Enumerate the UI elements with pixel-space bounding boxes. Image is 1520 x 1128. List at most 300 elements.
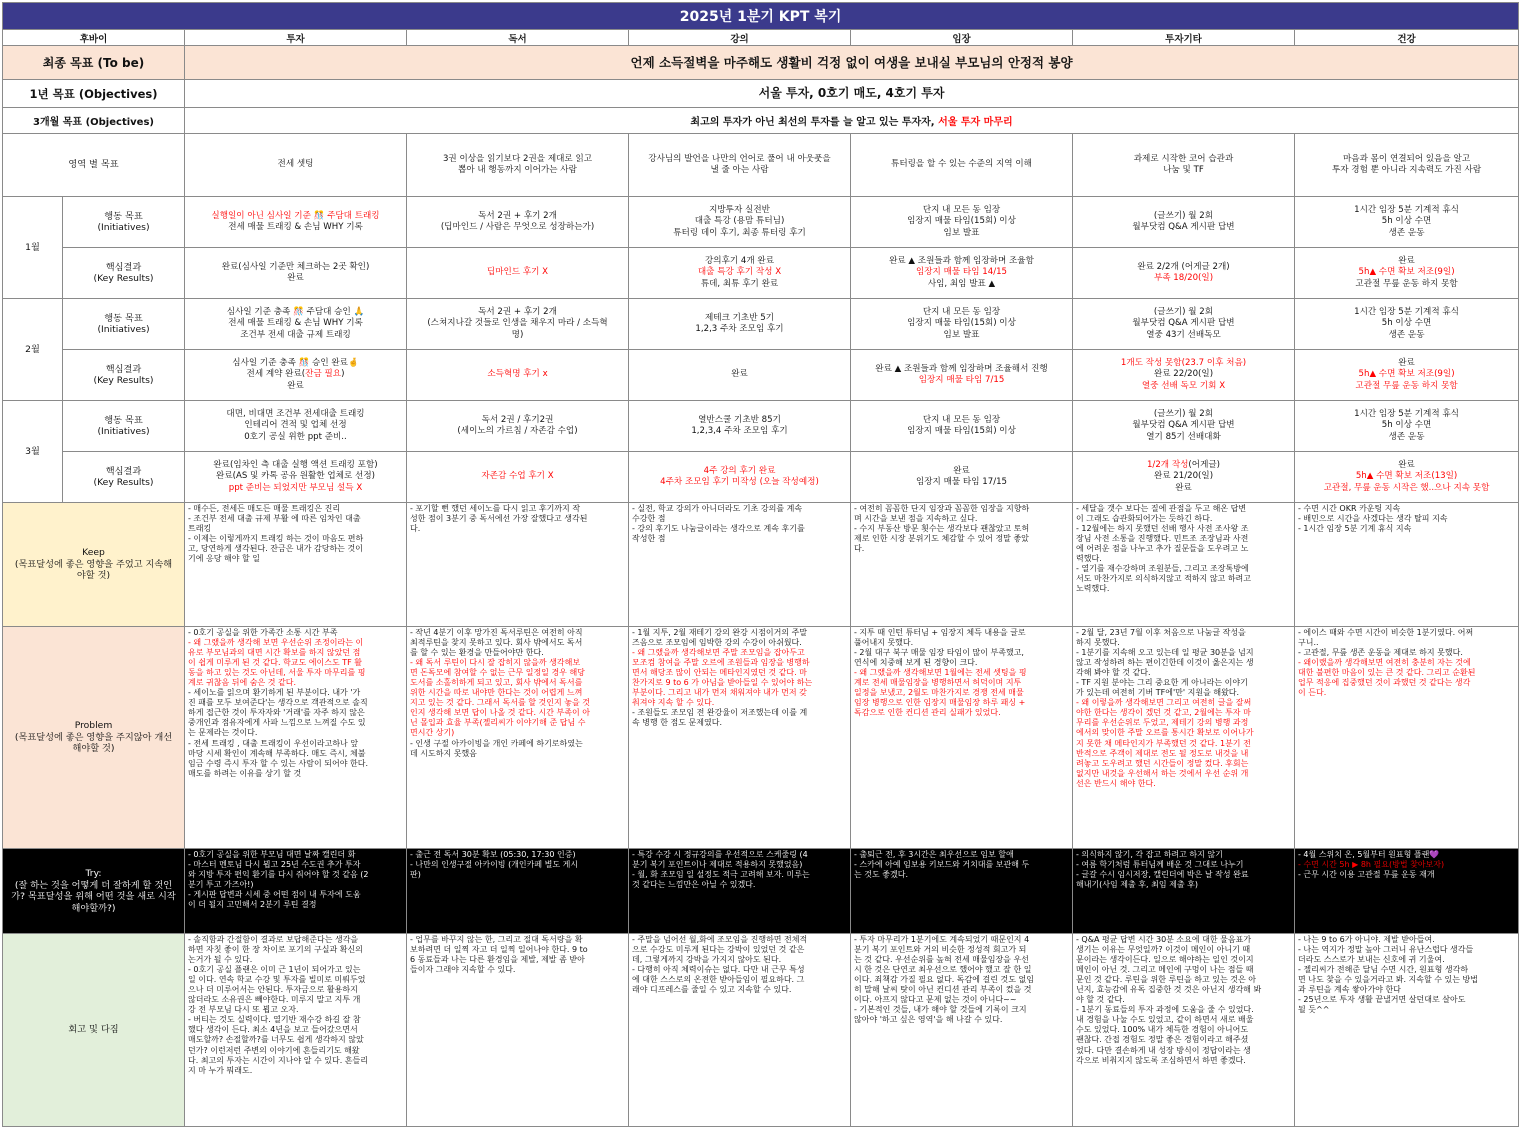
initiatives-row: [3, 299, 1519, 350]
cell-line: - 고관절, 무릎 생존 운동을 제대로 하지 못했다.: [1298, 648, 1463, 658]
key-results-label: [63, 350, 185, 401]
cell-line: 대면, 비대면 조건부 전세대출 트래킹: [226, 409, 365, 420]
cell-line: 1시간 임장 5분 기계적 휴식: [1354, 205, 1459, 216]
sheet-title: 2025년 1분기 KPT 복기: [3, 3, 1519, 30]
cell-line: 않아야 '하고 싶은 영역'을 해 나갈 수 있다.: [854, 1015, 1003, 1025]
initiatives-label: [63, 299, 185, 350]
initiatives-cell: [1073, 197, 1295, 248]
cell-line: - 나만의 인생구절 아카이빙 (개인카페 별도 게시: [410, 860, 579, 870]
cell-line: 심사일 기준 충족 🎊 주담대 승인 🙏: [226, 307, 365, 318]
cell-line: 더라도 스스로가 보내는 신호에 귀 기울여.: [1298, 955, 1445, 965]
quarter-goal-highlight: 서울 투자 마무리: [938, 117, 1013, 128]
cell-line: 괜찮다. 간접 경험도 정말 좋은 경험이라고 해주셨: [1076, 1035, 1249, 1045]
cell-line: 찬가지로 9 to 6 가 아님을 받아들일 수 있어야 하는: [632, 678, 813, 688]
problem-cell: [1073, 627, 1295, 849]
cell-line: 모조컴 참여을 주말 오르에 조원들과 임장을 병행하: [632, 658, 810, 668]
cell-line: 이 쉽게 미루게 된 것 같다. 학교도 에이스도 TF 활: [188, 658, 363, 668]
cell-line: 소득혁명 후기 x: [487, 369, 548, 380]
cell-line: 될 듯^^: [1298, 1005, 1330, 1015]
cell-line: - 1시간 임장 5분 기계 휴식 지속: [1298, 524, 1412, 534]
keep-cell: [185, 503, 407, 627]
cell-line: 일 이다. 연속 학교 수강 및 투자를 빌미로 미뤄두었: [188, 975, 366, 985]
cell-line: 단지 내 모든 동 임장: [922, 414, 1001, 425]
cell-line: 고관절, 무릎 운동 시작은 했..으나 지속 못함: [1323, 482, 1490, 493]
cell-line: (세이노의 가르침 / 자존감 수업): [457, 426, 578, 436]
cell-line: 최적루틴을 찾지 못하고 있다. 회사 밖에서도 독서: [410, 638, 583, 648]
key-results-cell: [1073, 350, 1295, 401]
cell-line: - 인생 구절 아카이빙을 개인 카페에 하기로하였는: [410, 738, 583, 748]
cell-line: 문인 것 같다. 루틴을 위한 루틴을 하고 있는 것은 아: [1076, 975, 1256, 985]
cell-line: 하지 못했다.: [1076, 638, 1120, 648]
cell-line: 튜데, 최튜 후기 완료: [700, 278, 779, 289]
initiatives-cell: [1295, 299, 1519, 350]
cell-line: 지방투자 실전반: [709, 205, 770, 216]
key-results-cell: [1295, 452, 1519, 503]
key-results-cell: [851, 248, 1073, 299]
cell-line: 하면 자칫 좋이 한 장 차이로 포기의 구실과 확신의: [188, 945, 363, 955]
cell-line: 중개인과 점유자에게 사파 느낌으로 느껴질 수도 있: [188, 718, 366, 728]
cell-line: 없지만 내것을 우선해서 하는 것에서 우선 순위 개: [1076, 768, 1249, 778]
quarter-goal-label: 3개월 목표 (Objectives): [3, 108, 185, 134]
final-goal-text: 언제 소득절벽을 마주해도 생활비 걱정 없이 여생을 보내실 부모님의 안정적 봉양: [185, 46, 1519, 80]
cell-line: - 수면 시간 OKR 카운팅 지속: [1298, 504, 1401, 513]
cell-line: - 열기를 재수강하며 조원분들, 그리고 조장톡방에: [1076, 564, 1249, 574]
cell-line: Try:: [85, 868, 102, 879]
column-header: 투자: [185, 30, 407, 46]
initiatives-row: [3, 197, 1519, 248]
area-goal-cell: [629, 134, 851, 197]
cell-line: 단지 내 모든 동 임장: [922, 205, 1001, 216]
problem-cell: [1295, 627, 1519, 849]
cell-line: - 나는 9 to 6가 아니야. 제발 받아들여.: [1298, 935, 1435, 944]
try-cell: [629, 849, 851, 934]
cell-line: 5h▲ 수면 확보 저조(9일): [1358, 267, 1455, 278]
cell-line: 5h 이상 수면: [1381, 216, 1432, 227]
cell-line: 무리를 우선순위로 두었고, 제테기 강의 병행 과정: [1076, 718, 1249, 728]
area-goal-cell: [1073, 134, 1295, 197]
area-goal-cell: [185, 134, 407, 197]
cell-line: 보하려면 더 일찍 자고 더 일찍 일어나야 한다. 9 to: [410, 945, 588, 955]
initiatives-label: [63, 401, 185, 452]
year-goal-row: [3, 80, 1519, 108]
cell-line: 완료(AS 및 카톡 공유 원활한 업체로 선정): [216, 471, 375, 482]
cell-line: 도서를 소홀히하게 되고 있고, 회사 밖에서 독서를: [410, 678, 583, 688]
initiatives-cell: [1073, 401, 1295, 452]
final-goal-row: [3, 46, 1519, 80]
cell-line: 5h 이상 수면: [1381, 420, 1432, 431]
cell-line: 0호기 공실 위한 ppt 준비..: [244, 431, 347, 442]
cell-line: 독감으로 인한 컨디션 관리 실패가 있었다.: [854, 708, 1001, 718]
cell-line: 완료: [1175, 482, 1192, 493]
cell-line: 임장지 매물 타임 14/15: [915, 267, 1008, 278]
cell-line: - 1분기 동료들의 투자 과정에 도움을 줄 수 있었다.: [1076, 1005, 1254, 1015]
cell-line: 를 할 수 있는 환경을 만들어야만 한다.: [410, 648, 544, 658]
cell-line: 핵심결과: [105, 261, 142, 273]
cell-line: 위한 시간을 따로 내야만 한다는 것이 어렵게 느껴: [410, 688, 583, 698]
key-results-cell: [629, 248, 851, 299]
cell-line: (Key Results): [93, 273, 154, 284]
key-results-row: [3, 350, 1519, 401]
cell-line: 는 것도 좋겠다.: [854, 870, 908, 880]
key-results-cell: [407, 452, 629, 503]
cell-line: 완료: [1398, 256, 1415, 267]
cell-line: 대출 특강 (용맘 튜터님): [694, 216, 785, 227]
cell-line: 튜터링을 할 수 있는 수준의 지역 이해: [891, 159, 1032, 170]
cell-line: 5h▲ 수면 확보 저조(13일): [1355, 471, 1458, 482]
cell-line: 각해 봐야 할 것 같다.: [1076, 668, 1151, 678]
cell-line: 던가? 이런저런 주변의 이야기에 흔들리기도 해왔: [188, 1045, 360, 1055]
cell-line: 매도를 하려는 이유를 상기 할 것: [188, 768, 302, 778]
cell-line: - 전세 트래킹 , 대출 트래킹이 우선이라고하나 앞: [188, 738, 359, 748]
month-label: 1월: [3, 197, 63, 299]
month-label: 3월: [3, 401, 63, 503]
problem-label: [3, 627, 185, 849]
cell-line: 임보 발표: [943, 227, 980, 238]
cell-line: 과제로 시작한 코어 습관과: [1133, 153, 1234, 164]
cell-line: 와 지방 투자 편익 환기를 다시 줘어야 할 것 같음 (2: [188, 870, 369, 880]
cell-line: - 업무를 바꾸지 않는 한, 그리고 절대 독서량을 확: [410, 935, 583, 944]
key-results-cell: [407, 350, 629, 401]
cell-line: 매도할까? 손절할까?를 너무도 쉽게 생각하지 않았: [188, 1035, 364, 1045]
cell-line: 대출 특강 후기 작성 X: [697, 267, 782, 278]
cell-line: - 1분기를 지속해 오고 있는데 일 평균 30분을 넘지: [1076, 648, 1254, 658]
cell-line-tail: (어게글): [1188, 460, 1221, 471]
cell-line: 투자 경험 뿐 아니라 지속력도 가진 사람: [1331, 165, 1482, 175]
cell-line: 이다. 아프지 않다고 문제 없는 것이 아니다~~: [854, 995, 1017, 1005]
key-results-cell: [407, 248, 629, 299]
cell-line: - 기본적인 것들, 내가 해야 할 것들에 기록이 크지: [854, 1005, 1027, 1015]
key-results-cell: [185, 248, 407, 299]
cell-line: 임장지 매물 타임(15회) 이상: [907, 426, 1016, 436]
cell-line: - TF 지원 분야는 그리 중요한 게 아니라는 이야기: [1076, 678, 1248, 688]
cell-line: 면 나도 찾을 수 있을거라고 봐. 지속할 수 있는 방법: [1298, 975, 1478, 985]
cell-line: 려놓고 도우려고 했던 시간들이 정말 컸다. 후회는: [1076, 758, 1249, 768]
cell-line: 고관절 무릎 운동 하지 못함: [1355, 278, 1458, 289]
cell-line: - 수면 시간 5h ▶ 8h 필요(방법 찾아보자): [1298, 860, 1445, 870]
cell-line: 며 시간을 보낸 점을 지속하고 싶다.: [854, 514, 978, 524]
initiatives-row: [3, 401, 1519, 452]
key-results-label: [63, 248, 185, 299]
cell-line: 인테리어 견적 및 업체 선정: [244, 420, 347, 431]
cell-line: 완료 ▲ 조원들과 함께 임장하며 조율함: [889, 256, 1034, 267]
cell-line: 완료: [731, 369, 748, 380]
cell-line: 하게 접근한 것이 투자자와 '거래'를 자주 하지 않은: [188, 708, 365, 718]
cell-line: - 스카에 아예 임보용 키보드와 거치대를 보관해 두: [854, 860, 1030, 870]
cell-line: 명): [511, 329, 524, 340]
cell-line: 마당 시세 확인이 계속해 부족하다. 매도 즉시, 체불: [188, 748, 366, 758]
cell-line: 해내기(사임 제출 후, 최임 제출 후): [1076, 880, 1198, 890]
cell-line: - 2월 달, 23년 7월 이후 처음으로 나눔글 작성을: [1076, 628, 1246, 637]
cell-highlight: 잔금 필요: [305, 369, 342, 380]
cell-line: 전세 계약 완료(잔금 필요): [246, 369, 345, 380]
cell-line: 월부닷컴 Q&A 게시판 답변: [1132, 222, 1235, 232]
cell-line: 생기는 이유는 무엇일까? 이것이 메인이 아니기 때: [1076, 945, 1251, 955]
cell-line: 트래킹: [188, 524, 212, 534]
initiatives-cell: [851, 401, 1073, 452]
cell-line: 5h▲ 수면 확보 저조(9일): [1358, 369, 1455, 380]
initiatives-cell: [185, 401, 407, 452]
cell-line: - 출근 전 독서 30분 확보 (05:30, 17:30 인증): [410, 850, 576, 859]
initiatives-cell: [629, 197, 851, 248]
keep-cell: [407, 503, 629, 627]
cell-line: 열기 85기 선배대화: [1146, 431, 1221, 442]
area-goal-cell: [1295, 134, 1519, 197]
cell-line: 노력했다.: [1076, 584, 1110, 594]
cell-line: Keep: [82, 547, 105, 559]
cell-line: (딥마인드 / 사람은 무엇으로 성장하는가): [440, 222, 595, 232]
cell-line: - 지투 때 인턴 튜터님 + 임장지 체득 내용을 글로: [854, 628, 1026, 637]
cell-line: 으로 수강도 미루게 된다는 강박이 있었던 것 같은: [632, 945, 805, 955]
cell-line: 3권 이상을 읽기보다 2권을 제대로 읽고: [442, 153, 593, 164]
cell-line: 계로 전세 매물임장을 병행하면서 허덕이며 지투: [854, 678, 1022, 688]
cell-line: 야한 한다는 생각이 겠던 것 같고, 2월에는 투자 마: [1076, 708, 1251, 718]
cell-line: 시 한 것은 단연코 최우선으로 했어야 했고 잘 한 일: [854, 965, 1032, 975]
cell-line: 생존 운동: [1388, 431, 1425, 442]
cell-line: 전세 매물 트래킹 & 손님 WHY 기록: [228, 318, 363, 329]
cell-line: 임장지 매물 타임 7/15: [918, 375, 1005, 385]
cell-line: 면서 해당조 많이 안되는 메타인지였던 것 같다. 마: [632, 668, 807, 678]
cell-line: - 0호기 공실 플랜은 이미 근 1년이 되어가고 있는: [188, 965, 361, 975]
cell-line: - 2월 대구 북구 매물 임장 타임이 많이 부족했고,: [854, 648, 1024, 658]
cell-line: 낼 줄 아는 사람: [710, 165, 769, 175]
try-cell: [1073, 849, 1295, 934]
area-goal-row: [3, 134, 1519, 197]
cell-line: (Initiatives): [97, 324, 150, 335]
cell-line: 업무 적응에 집중했던 것이 과했던 것 같다는 생각: [1298, 678, 1471, 688]
cell-line: - 1월 지투, 2월 재테기 강의 완강 시점이거의 주말: [632, 628, 808, 637]
initiatives-cell: [407, 197, 629, 248]
cell-line: Problem: [74, 720, 113, 732]
cell-line: 지고 있는 것 같다. 그래서 독서를 할 것인지 놓을 것: [410, 698, 590, 708]
quarter-goal-main: 최고의 투자가 아닌 최선의 투자를 늘 알고 있는 투자자,: [690, 117, 939, 128]
cell-line: 데 시도하지 못했음: [410, 748, 477, 758]
cell-line: - 이제는 이렇게까지 트래킹 하는 것이 마음도 편하: [188, 534, 364, 544]
cell-line: - 배민으로 시간을 사겠다는 생각 탈피 지속: [1298, 514, 1448, 524]
problem-cell: [407, 627, 629, 849]
cell-line: 임장지 매물 타임(15회) 이상: [907, 318, 1016, 329]
problem-row: [3, 627, 1519, 849]
cell-line: 진 패를 모두 보여준다'는 생각으로 객관적으로 솔직: [188, 698, 368, 708]
cell-line: 뽑아 내 행동까지 이어가는 사람: [458, 165, 577, 175]
retro-cell: [629, 934, 851, 1127]
cell-line: 다.: [854, 544, 865, 554]
cell-line: (Initiatives): [97, 222, 150, 233]
cell-line: - 세이노를 읽으며 환기하게 된 부분이다. 내가 '가: [188, 688, 361, 698]
cell-line: 데, 그렇게까지 강박을 가지지 않아도 된다.: [632, 955, 782, 965]
cell-line: - 왜이랬을까 생각해보면 여전히 충분히 자는 것에: [1298, 658, 1471, 668]
key-results-cell: [185, 452, 407, 503]
cell-line: (목표달성에 좋은 영향을 주었고 지속해: [14, 558, 173, 570]
retro-label: [3, 934, 185, 1127]
cell-line: 다. 최고의 투자는 시간이 지나야 알 수 있다. 흔들리: [188, 1055, 368, 1065]
try-cell: [851, 849, 1073, 934]
cell-line: - 실전, 학교 강의가 아니더라도 기초 강의를 계속: [632, 504, 803, 513]
initiatives-cell: [851, 197, 1073, 248]
cell-line: 조건부 전세 대출 규제 트래킹: [240, 329, 351, 340]
cell-line: 제테크 기초반 5기: [704, 312, 775, 323]
cell-line: 연식에 치중해 보게 된 경향이 크다.: [854, 658, 978, 668]
key-results-row: [3, 452, 1519, 503]
cell-line: 해야할 것): [72, 743, 115, 755]
column-header: 강의: [629, 30, 851, 46]
cell-line: - 왜 그랬을까 생각해보면 주말 조모임을 잡아두고: [632, 648, 805, 658]
cell-line: 자존감 수업 후기 X: [481, 471, 554, 482]
cell-line: 속 병행 한 점도 문제였다.: [632, 718, 722, 728]
cell-line: - 수지 부동산 방문 횟수는 생각보다 괜찮았고 토허: [854, 524, 1030, 534]
cell-line: - Q&A 평균 답변 시간 30분 소요에 대한 물음표가: [1076, 935, 1252, 944]
cell-line: 가 있는데 여전히 기버 TF에'만' 지원을 해왔다.: [1076, 688, 1240, 698]
cell-line: 임보 발표: [943, 329, 980, 340]
retro-cell: [407, 934, 629, 1127]
area-goal-cell: [407, 134, 629, 197]
column-header: 건강: [1295, 30, 1519, 46]
key-results-cell: [1073, 452, 1295, 503]
cell-line: - 작년 4분기 이후 망가진 독서루틴은 여전히 아직: [410, 628, 583, 637]
try-cell: [185, 849, 407, 934]
cell-line: 단지 내 모든 동 임장: [922, 307, 1001, 318]
column-header: 투자기타: [1073, 30, 1295, 46]
cell-line: 열중 43기 선배독모: [1146, 329, 1221, 340]
cell-line: 에 어려운 점을 나누고 추가 질문들을 도우려고 노: [1076, 544, 1249, 554]
cell-line: 행동 목표: [104, 414, 143, 426]
cell-line: - 게시판 답변과 시세 중 어떤 점이 내 투자에 도움: [188, 890, 361, 900]
key-results-cell: [851, 350, 1073, 401]
cell-line: 완료 21/20(일): [1153, 471, 1214, 482]
cell-line: 과 루틴을 계속 쌓아가야 한다: [1298, 985, 1401, 995]
cell-line: - 왜 독서 루틴이 다시 잘 잡히지 않을까 생각해보: [410, 658, 581, 668]
cell-line: 면 돈독모에 참여할 수 없는 근무 일정일 경우 해당: [410, 668, 585, 678]
cell-line: 행동 목표: [104, 210, 143, 222]
cell-line: 제로 인한 시장 분위기도 체감할 수 있어 정말 좋았: [854, 534, 1029, 544]
cell-line: 않고 작성하려 하는 편이긴한데 이것이 옳은지는 생: [1076, 658, 1254, 668]
key-results-cell: [629, 452, 851, 503]
cell-line: - 다행히 아직 체력이슈는 없다. 다만 내 근무 특성: [632, 965, 805, 975]
column-header: 후바이: [3, 30, 185, 46]
initiatives-cell: [1073, 299, 1295, 350]
cell-line: 동을 하고 있는 것도 아닌데, 서울 투자 마무리를 핑: [188, 668, 366, 678]
kpt-table: [2, 2, 1519, 1127]
cell-line: 이 든다.: [1298, 688, 1327, 698]
cell-line: 분기 복기 포인트이나 제대로 적용하지 못했었음): [632, 860, 803, 870]
key-results-cell: [1073, 248, 1295, 299]
cell-line: 독서 2권 + 후기 2개: [478, 307, 557, 318]
cell-line: 각으로 비춰지지 않도록 조심하면서 하면 좋겠다.: [1076, 1055, 1246, 1065]
cell-line: 대한 불편한 마음이 있는 큰 것 같다. 그리고 순환된: [1298, 668, 1476, 678]
area-goal-label: 영역 별 목표: [3, 134, 185, 197]
cell-line: 임금 수령 즉시 투자 할 수 있는 사람이 되어야 한다.: [188, 758, 368, 768]
cell-line: 면시간 상기): [410, 728, 455, 738]
cell-line: - 특강 수강 시 정규강의를 우선적으로 스케줄링 (4: [632, 850, 808, 859]
cell-line: 완료: [953, 465, 970, 476]
cell-line: 임장지 매물 타임 17/15: [915, 477, 1008, 487]
cell-line: 고, 당연하게 생각된다. 잔금은 내가 감당하는 것이: [188, 544, 363, 554]
cell-line: 내 경험을 나눌 수도 있었고, 같이 하면서 새로 배울: [1076, 1015, 1254, 1025]
cell-line: 강 전 부모님 다시 또 뵙고 오자.: [188, 1005, 299, 1015]
cell-line: 래야 디프레스를 줄일 수 있고 지속할 수 있다.: [632, 985, 792, 995]
cell-line: 이 그래도 습관화되어가는 듯하긴 하다.: [1076, 514, 1213, 524]
cell-line: 서도 마찬가지로 의식하지않고 적하지 않고 하려고: [1076, 574, 1252, 584]
retro-row: [3, 934, 1519, 1127]
cell-line: 으나 더 미루어서는 안된다. 투자금으로 활용하지: [188, 985, 358, 995]
keep-cell: [629, 503, 851, 627]
cell-line: 완료(임차인 측 대출 실행 액션 트래킹 포함): [213, 460, 378, 471]
cell-line: 해야할까?): [71, 902, 116, 914]
cell-line: - 투자 마무리가 1분기에도 계속되었기 때문인지 4: [854, 935, 1030, 944]
cell-line: 장님 사전 소통을 진행했다. 민트조 조장님과 사전: [1076, 534, 1249, 544]
cell-line: - 근무 시간 이용 고관절 무릎 운동 재개: [1298, 870, 1435, 880]
cell-line: (스쳐지나갈 것들로 인생을 채우지 마라 / 소득혁: [427, 318, 608, 329]
cell-line: 1,2,3,4 주차 조모임 후기: [691, 426, 788, 436]
cell-line: - 여전히 꼼꼼한 단지 임장과 꼼꼼한 임장을 지향하: [854, 504, 1030, 513]
key-results-label: [63, 452, 185, 503]
cell-line: 1개도 작성 못함(23.7 이후 처음): [1120, 358, 1247, 369]
cell-line: 1시간 임장 5분 기계적 휴식: [1354, 409, 1459, 420]
cell-line: 완료 22/20(일): [1153, 369, 1214, 380]
cell-line: 즈음으로 조모임에 임박한 강의 수강이 아쉬웠다.: [632, 638, 802, 648]
initiatives-cell: [407, 299, 629, 350]
cell-line: 문이라는 생각이든다. 일으로 해야하는 일인 것이지: [1076, 955, 1254, 965]
cell-line: 반적으로 주객이 제대로 전도 될 정도로 내것을 내: [1076, 748, 1249, 758]
cell-line: 고관절 무릎 운동 하지 못함: [1355, 380, 1458, 391]
cell-line: 1,2,3 주차 조모임 후기: [695, 324, 784, 334]
cell-line: 완료 2/2개 (어게글 2개): [1137, 261, 1230, 272]
retro-cell: [1073, 934, 1295, 1127]
problem-cell: [851, 627, 1073, 849]
cell-line: 완료 ▲ 조원들과 함께 임장하며 조율해서 진행: [875, 363, 1048, 374]
cell-line: (목표달성에 좋은 영향을 주지않아 개선: [14, 731, 173, 743]
cell-line: 지 마 누가 뭐래도.: [188, 1065, 253, 1075]
cell-line: 이 더 될지 고민해서 2분기 루틴 결정: [188, 900, 317, 910]
key-results-row: [3, 248, 1519, 299]
cell-line: 완료(심사일 기준만 체크하는 2곳 확인): [221, 261, 370, 272]
cell-line: 않더라도 소유권은 빼야한다. 미루지 말고 지투 개: [188, 995, 361, 1005]
keep-row: [3, 503, 1519, 627]
cell-line: (글쓰기) 월 2회: [1153, 307, 1214, 318]
retro-cell: [1295, 934, 1519, 1127]
cell-line: - 조건부 전세 대출 규제 부활 에 따른 임차인 대출: [188, 514, 361, 524]
cell-line: 1/2개 작성(어게글): [1146, 460, 1221, 471]
initiatives-label: [63, 197, 185, 248]
cell-line: 월부닷컴 Q&A 게시판 답변: [1132, 420, 1235, 431]
cell-line: 수강한 점: [632, 514, 666, 524]
cell-line: 닌지, 효능감에 유독 집중한 것 것은 아닌지 생각해 봐: [1076, 985, 1262, 995]
cell-line: 계로 귀찮음 뒤에 숨은 것 같다.: [188, 678, 296, 688]
cell-line: - 나는 역지가 정말 높아 그러니 유난스럽다 생각들: [1298, 945, 1474, 955]
cell-line: (잘 하는 것을 어떻게 더 잘하게 할 것인: [14, 879, 173, 891]
cell-line: 다.: [410, 524, 421, 534]
problem-cell: [185, 627, 407, 849]
cell-line: 심사일 기준 충족 🎊 승인 완료🤞: [232, 358, 359, 369]
cell-line: - 월, 화 조모임 일 설정도 적극 고려해 보자. 미루는: [632, 870, 810, 880]
key-results-cell: [1295, 248, 1519, 299]
cell-line: (Key Results): [93, 375, 154, 386]
key-results-cell: [1295, 350, 1519, 401]
cell-line: 분기 투고 가즈아!): [188, 880, 254, 890]
cell-line: 튜터링 데이 후기, 최종 튜터링 후기: [673, 227, 806, 238]
initiatives-cell: [185, 299, 407, 350]
cell-line: 나눔 및 TF: [1163, 165, 1204, 175]
cell-line: (Initiatives): [97, 426, 150, 437]
cell-line: 완료: [1398, 358, 1415, 369]
cell-line: - 왜 그랬을까 생각해보면 1월에는 전세 셋팅을 핑: [854, 668, 1027, 678]
cell-line: 지 못한 채 메타인지가 부족했던 것 같다. 1분기 전: [1076, 738, 1251, 748]
keep-label: [3, 503, 185, 627]
try-label: [3, 849, 185, 934]
try-row: [3, 849, 1519, 934]
initiatives-cell: [1295, 197, 1519, 248]
cell-line: - 4월 스위치 온, 5월부터 원표형 플랜💜: [1298, 850, 1440, 859]
cell-line: - 왜 그랬을까 생각해 보면 우선순위 조정이라는 이: [188, 638, 364, 648]
